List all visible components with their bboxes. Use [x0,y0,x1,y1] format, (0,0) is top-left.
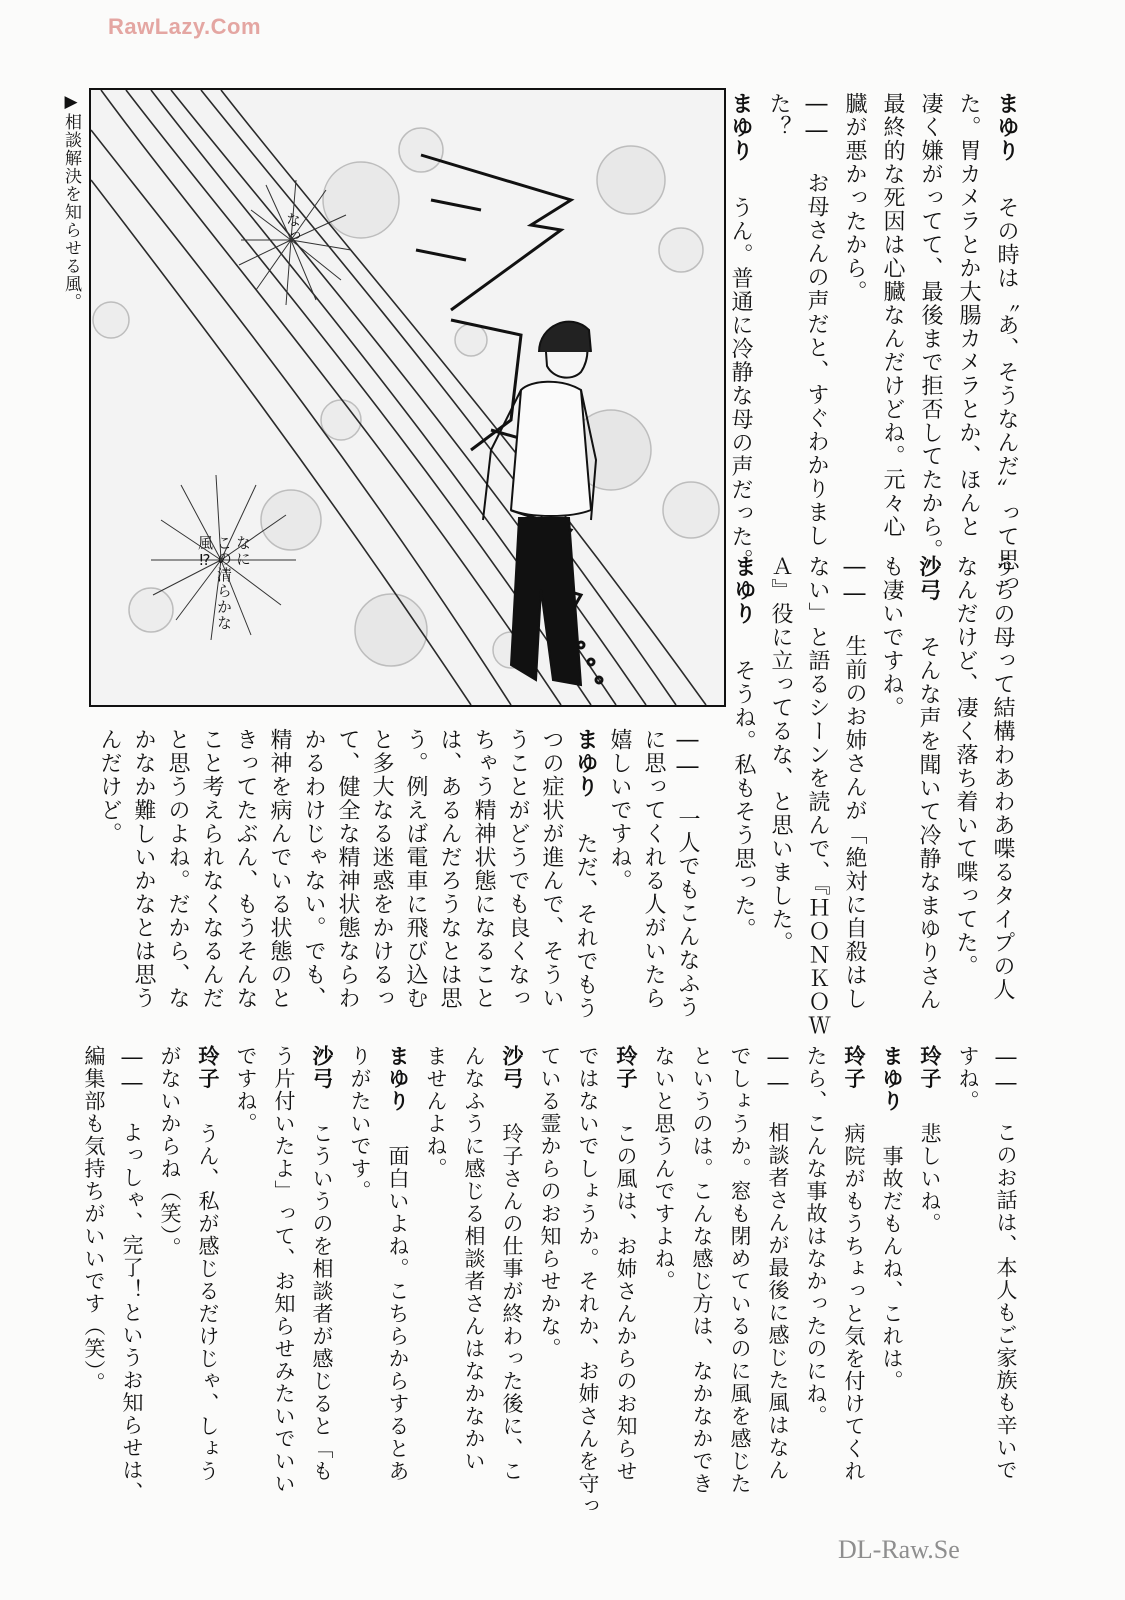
line-text: 事故だもんね、これは。 [880,1145,904,1393]
line-text: に思ってくれる人がいたら [641,728,666,1010]
line-text: というのは。こんな感じ方は、なかなかでき [690,1045,714,1495]
manga-panel [89,88,726,707]
text-line [303,1045,341,1515]
speaker-name: まゆり [386,1045,410,1135]
text-line [493,1045,531,1515]
line-text: ない」と語るシーンを読んで、『ＨＯＮＫＯＷ [805,555,830,1038]
text-line [341,1045,379,1515]
line-text: でしょうか。窓も閉めているのに風を感じた [728,1045,752,1495]
text-line [265,1045,303,1515]
text-line [759,1045,797,1515]
line-text: ―― よっしゃ、完了！というお知らせは、 [120,1045,144,1504]
line-text: と多大なる迷惑をかけるっ [369,728,394,1010]
text-line [670,728,704,1028]
line-text: う。例えば電車に飛び込む [403,728,428,1010]
speaker-name: 玲子 [196,1045,220,1113]
line-text: かなか難しいかなとは思う [131,728,156,1010]
line-text: うことがどうでも良くなっ [505,728,530,1010]
speaker-name: まゆり [573,728,598,822]
watermark-bottom: DL-Raw.Se [838,1535,960,1564]
line-text: がないからね（笑）。 [158,1045,182,1260]
line-text: は、あるんだろうなとは思 [437,728,462,1010]
text-line [151,1045,189,1515]
line-text: こと考えられなくなるんだ [199,728,224,1010]
speech-bubble-left: なっ [284,212,302,244]
line-text: 臓が悪かったから。 [842,92,867,304]
text-line [113,1045,151,1515]
text-line [531,1045,569,1515]
text-line [500,728,534,1028]
text-line [835,92,873,512]
line-text: ―― このお話は、本人もご家族も辛いで [994,1045,1018,1482]
line-text: うちの母って結構わあわあ喋るタイプの人 [990,555,1015,1002]
text-line [398,728,432,1028]
line-text: んだけど。 [97,728,122,846]
line-text: この風は、お姉さんからのお知らせ [614,1122,638,1483]
line-text: Ａ』役に立ってるな、と思いました。 [768,555,793,955]
text-block-middle-left [92,728,704,1028]
text-line [568,728,602,1028]
line-text: 嬉しいですね。 [607,728,632,893]
speaker-name: 沙弓 [500,1045,524,1113]
panel-caption: ▶相談解決を知らせる風。 [61,92,81,311]
text-line [949,1045,987,1515]
line-text: 病院がもうちょっと気を付けてくれ [842,1122,866,1483]
text-line [910,555,947,1010]
text-line [455,1045,493,1515]
text-line [534,728,568,1028]
line-text: と思うのよね。だから、な [165,728,190,1010]
line-text: 最終的な死因は心臓なんだけどね。元々心 [880,92,905,539]
text-line [607,1045,645,1515]
text-line [466,728,500,1028]
line-text: かるわけじゃない。でも、 [301,728,326,1010]
line-text: つの症状が進んで、そうい [539,728,564,1010]
panel-artwork [91,90,724,705]
line-text: 玲子さんの仕事が終わった後に、こ [500,1122,524,1483]
line-text: も凄いですね。 [879,555,904,720]
text-line [417,1045,455,1515]
line-text: 編集部も気持ちがいいです（笑）。 [82,1045,106,1395]
text-line [947,555,984,1010]
line-text: ―― 一人でもこんなふう [675,728,700,1019]
line-text: て、健全な精神状態ならわ [335,728,360,1010]
line-text: たら、こんな事故はなかったのにね。 [804,1045,828,1428]
text-line [262,728,296,1028]
text-line [873,555,910,1010]
text-line [759,92,797,512]
line-text: 面白いよね。こちらからするとあ [386,1145,410,1483]
text-line [602,728,636,1028]
text-line [873,1045,911,1515]
text-line [721,92,759,572]
text-line [92,728,126,1028]
text-line [194,728,228,1028]
speaker-name: 玲子 [842,1045,866,1113]
line-text: んなふうに感じる相談者さんはなかなかい [462,1045,486,1473]
line-text: ただ、それでもう [573,832,598,1020]
text-line [189,1045,227,1515]
text-block-bottom [75,1045,1025,1518]
speaker-name: まゆり [994,92,1019,186]
speaker-name: 沙弓 [916,555,941,626]
line-text: なんだけど、凄く落ち着いて喋ってた。 [953,555,978,978]
line-text: ている霊からのお知らせかな。 [538,1045,562,1360]
line-text: ―― 生前のお姉さんが「絶対に自殺はし [842,555,867,1011]
line-text: う片付いたよ」って、お知らせみたいでいい [272,1045,296,1495]
text-line [721,1045,759,1515]
text-line [987,92,1025,596]
text-block-middle-right [725,555,1021,1038]
line-text: そうね。私もそう思った。 [731,659,756,941]
text-line [836,555,873,1010]
text-line [126,728,160,1028]
line-text: すね。 [956,1045,980,1113]
speaker-name: 沙弓 [310,1045,334,1113]
speaker-name: 玲子 [918,1045,942,1113]
line-text: た。胃カメラとか大腸カメラとか、ほんと [956,92,981,539]
text-line [379,1045,417,1515]
line-text: ―― お母さんの声だと、すぐわかりまし [804,92,829,548]
line-text: きってたぶん、もうそんな [233,728,258,1010]
text-line [799,555,836,1038]
line-text: 精神を病んでいる状態のと [267,728,292,1010]
line-text: そんな声を聞いて冷静なまゆりさん [916,635,941,1012]
line-text: こういうのを相談者が感じると「も [310,1122,334,1483]
speaker-name: 玲子 [614,1045,638,1113]
text-line [911,92,949,562]
text-line [296,728,330,1028]
line-text: ませんよね。 [424,1045,448,1180]
line-text: 悲しいね。 [918,1122,942,1235]
watermark-top: RawLazy.Com [108,14,262,39]
line-text: ないと思うんですよね。 [652,1045,676,1293]
text-line [432,728,466,1028]
line-text: ではないでしょうか。それか、お姉さんを守っ [576,1045,600,1518]
line-text: うん、私が感じるだけじゃ、しょう [196,1122,220,1483]
line-text: 凄く嫌がってて、最後まで拒否してたから。 [918,92,943,562]
text-line [873,92,911,539]
text-line [987,1045,1025,1515]
text-line [835,1045,873,1515]
text-line [569,1045,607,1518]
text-line [797,1045,835,1515]
text-line [160,728,194,1028]
text-line [645,1045,683,1515]
line-text: うん。普通に冷静な母の声だった。 [728,196,753,572]
text-line [364,728,398,1028]
speaker-name: まゆり [728,92,753,186]
speech-bubble-right: なに この清らかな 風⁉ [196,535,252,631]
text-line [725,555,762,1010]
text-line [75,1045,113,1515]
line-text: ちゃう精神状態になること [471,728,496,1010]
text-line [227,1045,265,1515]
line-text: ―― 相談者さんが最後に感じた風はなん [766,1045,790,1482]
speaker-name: まゆり [880,1045,904,1135]
line-text: その時は〝あ、そうなんだ〟って思っ [994,196,1019,596]
line-text: りがたいです。 [348,1045,372,1203]
text-line [911,1045,949,1515]
line-text: ですね。 [234,1045,258,1135]
text-line [636,728,670,1028]
text-line [330,728,364,1028]
text-line [984,555,1021,1010]
text-line [949,92,987,539]
text-line [683,1045,721,1515]
speaker-name: まゆり [731,555,756,649]
line-text: た？ [766,92,791,139]
text-line [762,555,799,1010]
text-line [228,728,262,1028]
text-line [797,92,835,548]
